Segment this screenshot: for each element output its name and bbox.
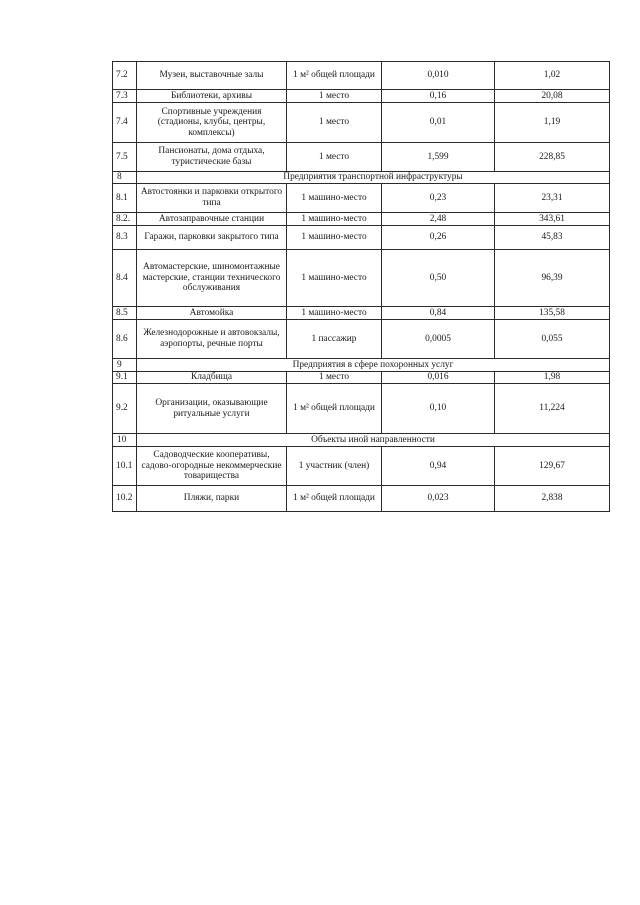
table-row: [113, 213, 610, 226]
object-name: Музеи, выставочные залы: [137, 62, 287, 90]
section-row: [113, 359, 610, 372]
object-name: Автозаправочные станции: [137, 213, 287, 226]
row-number: 8.5: [113, 307, 137, 320]
value-secondary: 129,67: [495, 447, 610, 486]
table-row: [113, 103, 610, 143]
table-row: [113, 226, 610, 250]
row-number: 7.2: [113, 62, 137, 90]
object-name: Библиотеки, архивы: [137, 90, 287, 103]
measure-unit: 1 участник (член): [287, 447, 382, 486]
measure-unit: 1 машино-место: [287, 250, 382, 307]
value-primary: 0,023: [382, 486, 495, 512]
value-secondary: 20,08: [495, 90, 610, 103]
table-row: [113, 384, 610, 434]
value-primary: 0,94: [382, 447, 495, 486]
measure-unit: 1 место: [287, 372, 382, 384]
measure-unit: 1 м² общей площади: [287, 62, 382, 90]
value-secondary: 1,02: [495, 62, 610, 90]
measure-unit: 1 место: [287, 143, 382, 172]
norms-table: [112, 61, 610, 512]
object-name: Садоводческие кооперативы, садово-огородные некоммерческие товарищества: [137, 447, 287, 486]
value-secondary: 228,85: [495, 143, 610, 172]
value-primary: 0,0005: [382, 320, 495, 359]
row-number: 9.2: [113, 384, 137, 434]
row-number: 8.3: [113, 226, 137, 250]
row-number: 8.6: [113, 320, 137, 359]
section-title: Предприятия транспортной инфраструктуры: [137, 172, 610, 184]
value-primary: 2,48: [382, 213, 495, 226]
value-secondary: 23,31: [495, 184, 610, 213]
measure-unit: 1 пассажир: [287, 320, 382, 359]
measure-unit: 1 м² общей площади: [287, 486, 382, 512]
table-body: [113, 62, 610, 512]
object-name: Гаражи, парковки закрытого типа: [137, 226, 287, 250]
table-row: [113, 307, 610, 320]
measure-unit: 1 машино-место: [287, 307, 382, 320]
object-name: Железнодорожные и автовокзалы, аэропорты, речные порты: [137, 320, 287, 359]
measure-unit: 1 м² общей площади: [287, 384, 382, 434]
measure-unit: 1 машино-место: [287, 226, 382, 250]
value-primary: 0,50: [382, 250, 495, 307]
object-name: Автостоянки и парковки открытого типа: [137, 184, 287, 213]
row-number: 8.1: [113, 184, 137, 213]
value-primary: 0,016: [382, 372, 495, 384]
table-row: [113, 320, 610, 359]
table-row: [113, 184, 610, 213]
value-primary: 0,23: [382, 184, 495, 213]
value-primary: 0,16: [382, 90, 495, 103]
object-name: Пансионаты, дома отдыха, туристические базы: [137, 143, 287, 172]
value-primary: 0,84: [382, 307, 495, 320]
object-name: Пляжи, парки: [137, 486, 287, 512]
row-number: 10.1: [113, 447, 137, 486]
value-secondary: 343,61: [495, 213, 610, 226]
value-primary: 0,01: [382, 103, 495, 143]
row-number: 8.2.: [113, 213, 137, 226]
value-secondary: 0,055: [495, 320, 610, 359]
section-row: [113, 172, 610, 184]
object-name: Организации, оказывающие ритуальные услуги: [137, 384, 287, 434]
object-name: Кладбища: [137, 372, 287, 384]
measure-unit: 1 место: [287, 90, 382, 103]
row-number: 7.5: [113, 143, 137, 172]
value-secondary: 45,83: [495, 226, 610, 250]
measure-unit: 1 машино-место: [287, 213, 382, 226]
row-number: 7.3: [113, 90, 137, 103]
object-name: Автомойка: [137, 307, 287, 320]
value-primary: 0,26: [382, 226, 495, 250]
object-name: Спортивные учреждения (стадионы, клубы, центры, комплексы): [137, 103, 287, 143]
measure-unit: 1 место: [287, 103, 382, 143]
section-number: 10: [113, 434, 137, 447]
value-secondary: 96,39: [495, 250, 610, 307]
section-row: [113, 434, 610, 447]
table-row: [113, 90, 610, 103]
value-secondary: 1,19: [495, 103, 610, 143]
row-number: 8.4: [113, 250, 137, 307]
value-secondary: 11,224: [495, 384, 610, 434]
table-row: [113, 372, 610, 384]
value-primary: 0,10: [382, 384, 495, 434]
table-row: [113, 486, 610, 512]
value-primary: 0,010: [382, 62, 495, 90]
object-name: Автомастерские, шиномонтажные мастерские, станции технического обслуживания: [137, 250, 287, 307]
measure-unit: 1 машино-место: [287, 184, 382, 213]
table-row: [113, 143, 610, 172]
row-number: 7.4: [113, 103, 137, 143]
row-number: 9.1: [113, 372, 137, 384]
section-number: 8: [113, 172, 137, 184]
value-secondary: 2,838: [495, 486, 610, 512]
value-secondary: 1,98: [495, 372, 610, 384]
table-row: [113, 447, 610, 486]
table-row: [113, 250, 610, 307]
value-primary: 1,599: [382, 143, 495, 172]
section-title: Предприятия в сфере похоронных услуг: [137, 359, 610, 372]
section-title: Объекты иной направленности: [137, 434, 610, 447]
row-number: 10.2: [113, 486, 137, 512]
table-row: [113, 62, 610, 90]
value-secondary: 135,58: [495, 307, 610, 320]
section-number: 9: [113, 359, 137, 372]
